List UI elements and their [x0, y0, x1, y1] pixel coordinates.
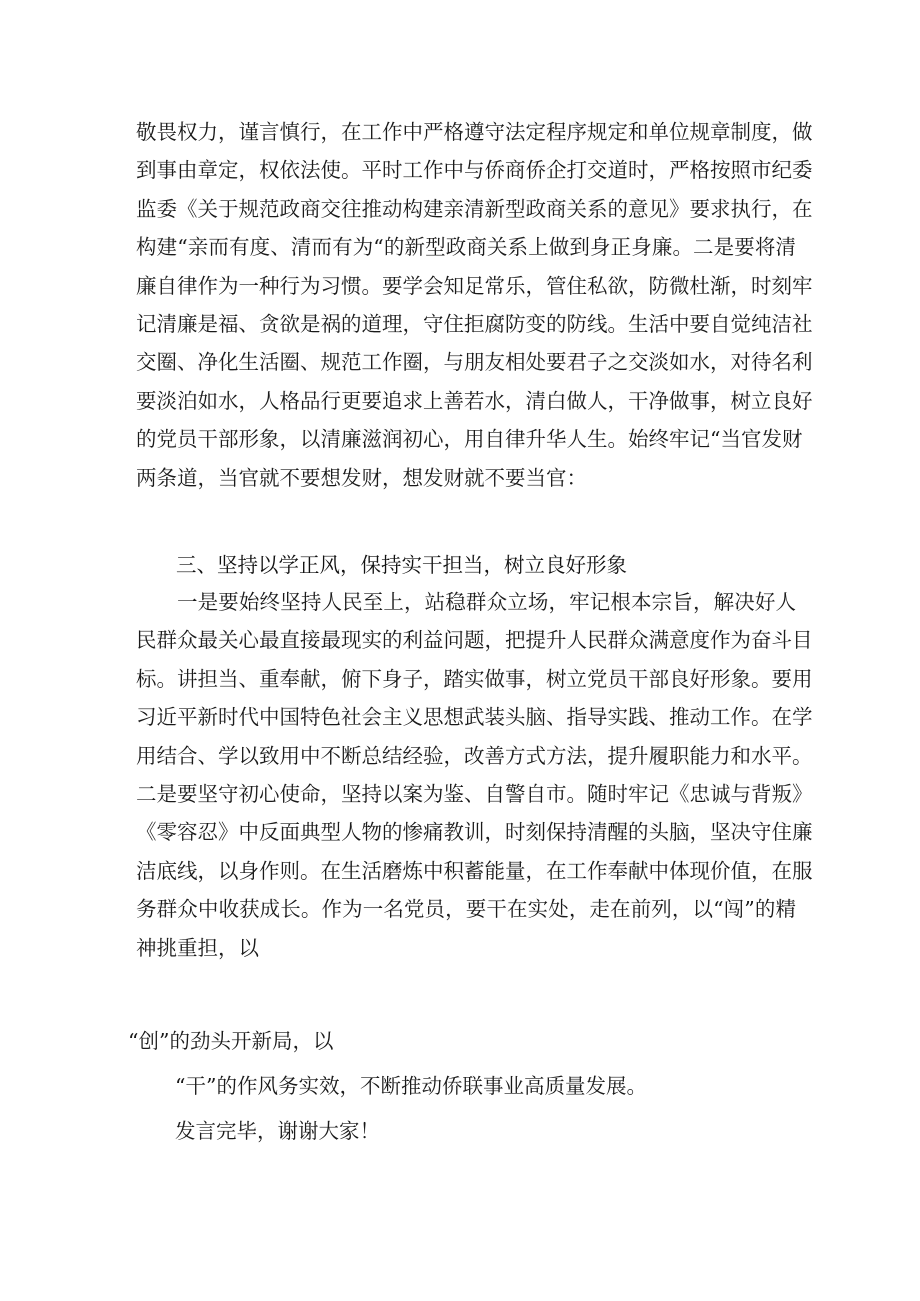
text-line: 务群众中收获成长。作为一名党员，要干在实处，走在前列，以“闯”的精: [136, 897, 796, 922]
text-line: 构建“亲而有度、清而有为“的新型政商关系上做到身正身廉。二是要将清: [136, 235, 796, 260]
text-line-gan: “干”的作风务实效，不断推动侨联事业高质量发展。: [175, 1074, 647, 1098]
text-line: 标。讲担当、重奉献，俯下身子，踏实做事，树立党员干部良好形象。要用: [136, 666, 813, 691]
text-line: 用结合、学以致用中不断总结经验，改善方式方法，提升履职能力和水平。: [136, 743, 813, 768]
text-line: 敬畏权力，谨言慎行，在工作中严格遵守法定程序规定和单位规章制度，做: [136, 120, 813, 144]
text-line: 《零容忍》中反面典型人物的惨痛教训，时刻保持清醒的头脑，坚决守住廉: [136, 820, 813, 845]
text-line: 神挑重担，以: [136, 935, 259, 960]
text-line: 两条道，当官就不要想发财，想发财就不要当官：: [136, 465, 587, 490]
text-line-chuang: “创”的劲头开新局，以: [128, 1029, 334, 1053]
text-line: 监委《关于规范政商交往推动构建亲清新型政商关系的意见》要求执行，在: [136, 196, 813, 221]
text-line: 民群众最关心最直接最现实的利益问题，把提升人民群众满意度作为奋斗目: [136, 628, 813, 653]
section-heading: 三、坚持以学正风，保持实干担当，树立良好形象: [176, 553, 627, 577]
text-line: 廉自律作为一种行为习惯。要学会知足常乐，管住私欲，防微杜渐，时刻牢: [136, 273, 813, 298]
text-line: 记清廉是福、贪欲是祸的道理，守住拒腐防变的防线。生活中要自觉纯洁社: [136, 311, 813, 336]
text-line: 习近平新时代中国特色社会主义思想武装头脑、指导实践、推动工作。在学: [136, 705, 813, 730]
text-line: 洁底线，以身作则。在生活磨炼中积蓄能量，在工作奉献中体现价值，在服: [136, 858, 813, 883]
text-line: 一是要始终坚持人民至上，站稳群众立场，牢记根本宗旨，解决好人: [177, 590, 796, 614]
text-line: 二是要坚守初心使命，坚持以案为鉴、自警自市。随时牢记《忠诚与背叛》: [136, 781, 813, 806]
text-line: 到事由章定，权依法使。平时工作中与侨商侨企打交道时，严格按照市纪委: [136, 158, 813, 183]
text-line: 的党员干部形象，以清廉滋润初心，用自律升华人生。始终牢记“当官发财: [136, 427, 803, 452]
paragraph-image: [136, 583, 813, 967]
closing-remark: 发言完毕，谢谢大家！: [175, 1119, 380, 1143]
paragraph-integrity: [136, 113, 813, 497]
text-line: 要淡泊如水，人格品行更要追求上善若水，清白做人，干净做事，树立良好: [136, 388, 813, 413]
text-line: 交圈、净化生活圈、规范工作圈，与朋友相处要君子之交淡如水，对待名利: [136, 350, 813, 375]
